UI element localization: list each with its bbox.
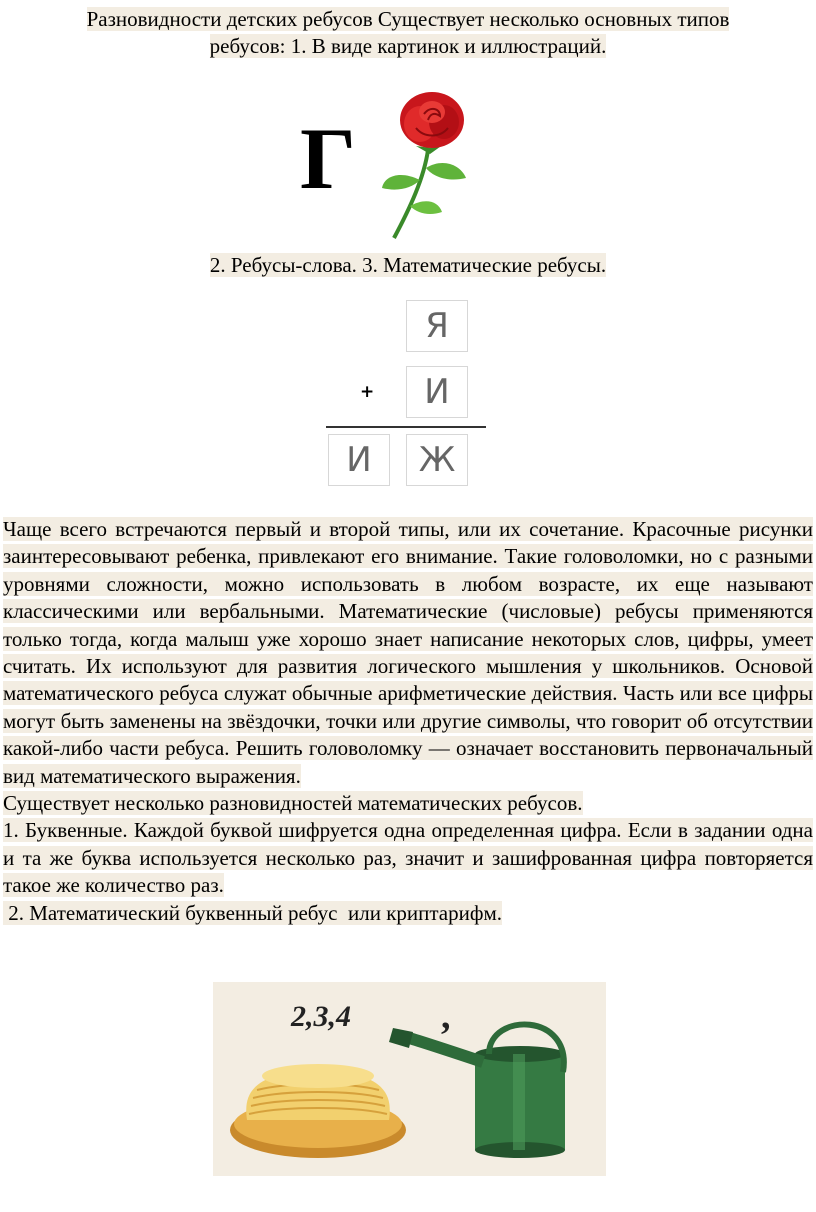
intro	[10, 6, 806, 60]
rebus-cell-result-2: Ж	[406, 434, 468, 486]
watering-can-icon	[389, 1024, 565, 1158]
paragraph-3: 1. Буквенные. Каждой буквой шифруется одна определенная цифра. Если в задании одна и та же буква используется несколько раз, значит и зашифрованная цифра повторяется такое же количество раз.	[3, 818, 813, 898]
picture-rebus	[290, 88, 520, 248]
paragraph-4: 2. Математический буквенный ребус или криптарифм.	[3, 900, 503, 925]
rebus-letter: Г	[300, 111, 356, 208]
sum-line	[326, 426, 486, 428]
rose-icon	[380, 88, 490, 248]
pancakes-icon	[230, 1064, 406, 1158]
rebus-numbers: 2,3,4	[291, 1000, 351, 1033]
intro-line-2: ребусов: 1. В виде картинок и иллюстраций.	[209, 34, 607, 58]
paragraph-1: Чаще всего встречаются первый и второй типы, или их сочетание. Красочные рисунки заинтересовывают ребенка, привлекают его внимание. Такие головоломки, но с разными уровнями сложности, можно использовать в любом возрасте, их еще называют классическими или вербальными. Математические (числовые) ребусы применяются только тогда, когда малыш уже хорошо знает написание некоторых слов, цифры, умеет считать. Их используют для развития логического мышления у школьников. Основой математического ребуса служат обычные арифметические действия. Часть или все цифры могут быть заменены на звёздочки, точки или другие символы, что говорит об отсутствии какой-либо части ребуса. Решить головоломку — означает восстановить первоначальный вид математического выражения.	[3, 517, 813, 788]
rebus-types-line: 2. Ребусы-слова. 3. Математические ребусы.	[209, 253, 607, 277]
plus-sign: +	[360, 382, 375, 402]
rebus-cell-result-1: И	[328, 434, 390, 486]
picture-rebus-2	[213, 982, 606, 1176]
rebus-cell-top: Я	[406, 300, 468, 352]
rebus-comma: ,	[441, 995, 451, 1037]
math-rebus	[322, 300, 492, 490]
intro-line-1: Разновидности детских ребусов Существует несколько основных типов	[86, 7, 730, 31]
paragraph-2: Существует несколько разновидностей математических ребусов.	[3, 791, 583, 816]
body-text	[3, 516, 813, 927]
rebus-cell-middle: И	[406, 366, 468, 418]
